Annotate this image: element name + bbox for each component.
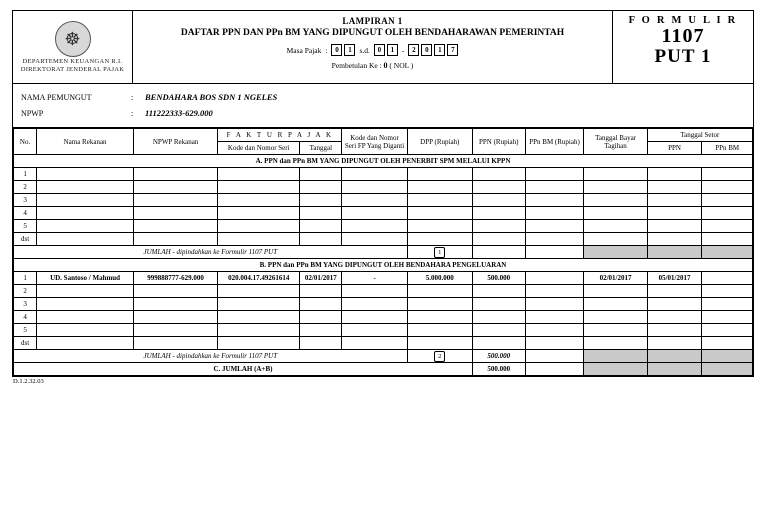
cell-nama[interactable] <box>37 337 134 350</box>
table-head <box>14 129 753 155</box>
cell-setor-ppnbm[interactable] <box>702 220 753 233</box>
cell-nama[interactable] <box>37 298 134 311</box>
cell-tanggal[interactable] <box>300 285 342 298</box>
tahun-digit-4[interactable]: 7 <box>447 44 458 56</box>
nama-pemungut-value[interactable]: BENDAHARA BOS SDN 1 NGELES <box>145 92 278 102</box>
cell-dpp[interactable] <box>407 194 472 207</box>
cell-tanggal[interactable] <box>300 311 342 324</box>
agency-logo-block <box>13 11 133 83</box>
cell-setor-ppnbm[interactable] <box>702 207 753 220</box>
table-row[interactable] <box>14 272 753 285</box>
cell-ppn[interactable] <box>472 168 525 181</box>
cell-ppn[interactable] <box>472 194 525 207</box>
cell-setor-ppn[interactable] <box>647 298 702 311</box>
row-number: 2 <box>14 181 37 194</box>
th-setor-ppnbm: PPn BM <box>702 142 753 155</box>
masa-to-boxes[interactable] <box>374 44 398 56</box>
section-b-total-marker-cell <box>407 350 472 363</box>
cell-fp-diganti[interactable] <box>342 324 407 337</box>
pembetulan-label: Pembetulan Ke : <box>331 61 382 70</box>
masa-pajak-row <box>139 44 606 56</box>
cell-fp-diganti[interactable] <box>342 233 407 246</box>
row-number: 1 <box>14 168 37 181</box>
section-c-shade-2 <box>647 363 702 376</box>
cell-tanggal[interactable] <box>300 324 342 337</box>
row-number: 5 <box>14 324 37 337</box>
cell-tanggal[interactable] <box>300 168 342 181</box>
tahun-boxes[interactable] <box>408 44 458 56</box>
cell-npwp[interactable] <box>134 337 218 350</box>
masa-pajak-colon: : <box>325 45 328 55</box>
section-c-ppn: 500.000 <box>472 363 525 376</box>
cell-npwp[interactable] <box>134 207 218 220</box>
form-put-label: PUT 1 <box>654 46 712 67</box>
cell-fp-diganti[interactable] <box>342 181 407 194</box>
th-faktur-pajak: F A K T U R P A J A K <box>218 129 342 142</box>
section-a-title: A. PPN dan PPn BM YANG DIPUNGUT OLEH PENERBIT SPM MELALUI KPPN <box>14 155 753 168</box>
cell-npwp[interactable] <box>134 311 218 324</box>
section-b-total-label: JUMLAH - dipindahkan ke Formulir 1107 PUT <box>14 350 408 363</box>
cell-tgl-bayar[interactable] <box>584 207 647 220</box>
cell-ppn[interactable] <box>472 337 525 350</box>
cell-fp-diganti[interactable] <box>342 298 407 311</box>
cell-ppn[interactable] <box>472 233 525 246</box>
cell-ppn[interactable] <box>472 324 525 337</box>
th-dpp: DPP (Rupiah) <box>407 129 472 155</box>
table-row[interactable] <box>14 285 753 298</box>
table-row[interactable] <box>14 337 753 350</box>
cell-npwp[interactable]: 999888777-629.000 <box>134 272 218 285</box>
cell-setor-ppn[interactable] <box>647 311 702 324</box>
cell-ppnbm[interactable] <box>525 298 584 311</box>
cell-ppn[interactable] <box>472 220 525 233</box>
cell-setor-ppnbm[interactable] <box>702 311 753 324</box>
cell-ppnbm[interactable] <box>525 194 584 207</box>
cell-npwp[interactable] <box>134 285 218 298</box>
section-b-total-shade-1 <box>584 350 647 363</box>
cell-fp-diganti[interactable] <box>342 220 407 233</box>
cell-dpp[interactable] <box>407 298 472 311</box>
cell-setor-ppn[interactable] <box>647 233 702 246</box>
section-a-total-marker-cell <box>407 246 472 259</box>
row-number: 3 <box>14 194 37 207</box>
cell-setor-ppn[interactable] <box>647 168 702 181</box>
cell-tgl-bayar[interactable] <box>584 324 647 337</box>
cell-nama[interactable] <box>37 220 134 233</box>
cell-tgl-bayar[interactable] <box>584 233 647 246</box>
form-title-block <box>133 11 613 83</box>
section-a-header <box>14 155 753 168</box>
table-row[interactable] <box>14 168 753 181</box>
tahun-digit-2[interactable]: 0 <box>421 44 432 56</box>
pembetulan-row <box>139 61 606 70</box>
cell-tanggal[interactable] <box>300 298 342 311</box>
cell-npwp[interactable] <box>134 194 218 207</box>
cell-nama[interactable] <box>37 168 134 181</box>
cell-fp-diganti[interactable] <box>342 285 407 298</box>
garuda-crest-icon: ☸ <box>55 21 91 57</box>
cell-tanggal[interactable] <box>300 194 342 207</box>
th-ppnbm: PPn BM (Rupiah) <box>525 129 584 155</box>
section-b-total-ppn: 500.000 <box>472 350 525 363</box>
cell-setor-ppn[interactable]: 05/01/2017 <box>647 272 702 285</box>
cell-tgl-bayar[interactable] <box>584 311 647 324</box>
cell-fp-diganti[interactable]: - <box>342 272 407 285</box>
section-c-total-row <box>14 363 753 376</box>
cell-kode-seri[interactable] <box>218 168 300 181</box>
form-header <box>13 11 753 84</box>
cell-setor-ppn[interactable] <box>647 181 702 194</box>
cell-dpp[interactable] <box>407 285 472 298</box>
section-b-total-shade-3 <box>702 350 753 363</box>
cell-setor-ppnbm[interactable] <box>702 233 753 246</box>
cell-nama[interactable] <box>37 324 134 337</box>
section-a-total-ppn <box>472 246 525 259</box>
cell-ppn[interactable] <box>472 285 525 298</box>
cell-fp-diganti[interactable] <box>342 311 407 324</box>
cell-dpp[interactable] <box>407 207 472 220</box>
pungutan-table <box>13 128 753 376</box>
masa-from-digit-1[interactable]: 0 <box>331 44 342 56</box>
masa-to-digit-1[interactable]: 0 <box>374 44 385 56</box>
masa-from-digit-2[interactable]: 1 <box>344 44 355 56</box>
cell-kode-seri[interactable] <box>218 285 300 298</box>
section-a-total-marker: 1 <box>434 247 445 258</box>
table-row[interactable] <box>14 181 753 194</box>
row-number: 4 <box>14 311 37 324</box>
cell-kode-seri[interactable]: 020.004.17.49261614 <box>218 272 300 285</box>
cell-npwp[interactable] <box>134 220 218 233</box>
cell-npwp[interactable] <box>134 168 218 181</box>
row-number: 5 <box>14 220 37 233</box>
cell-setor-ppn[interactable] <box>647 324 702 337</box>
row-number: dst <box>14 337 37 350</box>
cell-ppnbm[interactable] <box>525 337 584 350</box>
cell-dpp[interactable] <box>407 337 472 350</box>
cell-setor-ppn[interactable] <box>647 220 702 233</box>
table-row[interactable] <box>14 233 753 246</box>
cell-npwp[interactable] <box>134 233 218 246</box>
cell-kode-seri[interactable] <box>218 311 300 324</box>
section-a-total-shade-1 <box>584 246 647 259</box>
cell-ppn[interactable]: 500.000 <box>472 272 525 285</box>
section-a-total-row <box>14 246 753 259</box>
cell-nama[interactable] <box>37 285 134 298</box>
cell-tanggal[interactable] <box>300 233 342 246</box>
cell-dpp[interactable] <box>407 233 472 246</box>
cell-tanggal[interactable] <box>300 181 342 194</box>
cell-tanggal[interactable]: 02/01/2017 <box>300 272 342 285</box>
cell-tanggal[interactable] <box>300 337 342 350</box>
cell-tgl-bayar[interactable] <box>584 220 647 233</box>
cell-tanggal[interactable] <box>300 207 342 220</box>
table-row[interactable] <box>14 311 753 324</box>
cell-npwp[interactable] <box>134 324 218 337</box>
table-row[interactable] <box>14 194 753 207</box>
cell-nama[interactable] <box>37 233 134 246</box>
cell-tgl-bayar[interactable] <box>584 194 647 207</box>
npwp-value[interactable]: 111222333-629.000 <box>145 108 213 118</box>
masa-pajak-label: Masa Pajak <box>286 45 322 55</box>
tahun-digit-3[interactable]: 1 <box>434 44 445 56</box>
cell-ppn[interactable] <box>472 207 525 220</box>
cell-fp-diganti[interactable] <box>342 207 407 220</box>
table-row[interactable] <box>14 220 753 233</box>
cell-ppnbm[interactable] <box>525 220 584 233</box>
form-title: DAFTAR PPN DAN PPn BM YANG DIPUNGUT OLEH BENDAHARAWAN PEMERINTAH <box>180 28 565 38</box>
table-row[interactable] <box>14 324 753 337</box>
cell-fp-diganti[interactable] <box>342 194 407 207</box>
section-b-total-shade-2 <box>647 350 702 363</box>
th-npwp-rekanan: NPWP Rekanan <box>134 129 218 155</box>
cell-setor-ppnbm[interactable] <box>702 194 753 207</box>
npwp-colon: : <box>131 108 134 118</box>
npwp-row <box>21 105 745 121</box>
cell-kode-seri[interactable] <box>218 337 300 350</box>
cell-npwp[interactable] <box>134 298 218 311</box>
row-number: 3 <box>14 298 37 311</box>
cell-setor-ppn[interactable] <box>647 207 702 220</box>
th-tanggal-bayar: Tanggal Bayar Tagihan <box>584 129 647 155</box>
cell-ppnbm[interactable] <box>525 324 584 337</box>
cell-dpp[interactable] <box>407 324 472 337</box>
th-nama-rekanan: Nama Rekanan <box>37 129 134 155</box>
cell-ppnbm[interactable] <box>525 181 584 194</box>
th-setor-ppn: PPN <box>647 142 702 155</box>
section-b-header <box>14 259 753 272</box>
cell-ppnbm[interactable] <box>525 207 584 220</box>
nama-pemungut-colon: : <box>131 92 134 102</box>
section-c-ppnbm <box>525 363 584 376</box>
row-number: 1 <box>14 272 37 285</box>
cell-ppn[interactable] <box>472 298 525 311</box>
cell-fp-diganti[interactable] <box>342 168 407 181</box>
section-b-total-row <box>14 350 753 363</box>
cell-ppn[interactable] <box>472 311 525 324</box>
cell-dpp[interactable] <box>407 220 472 233</box>
masa-from-boxes[interactable] <box>331 44 355 56</box>
form-code: D.1.2.32.03 <box>13 378 44 385</box>
section-b-total-marker: 2 <box>434 351 445 362</box>
table-row[interactable] <box>14 207 753 220</box>
cell-ppnbm[interactable] <box>525 272 584 285</box>
cell-nama[interactable] <box>37 194 134 207</box>
th-no: No. <box>14 129 37 155</box>
cell-kode-seri[interactable] <box>218 207 300 220</box>
cell-kode-seri[interactable] <box>218 220 300 233</box>
table-body <box>14 155 753 376</box>
section-a-total-shade-3 <box>702 246 753 259</box>
cell-dpp[interactable] <box>407 311 472 324</box>
row-number: 2 <box>14 285 37 298</box>
th-kode-fp-diganti: Kode dan Nomor Seri FP Yang Diganti <box>342 129 407 155</box>
th-kode-nomor-seri: Kode dan Nomor Seri <box>218 142 300 155</box>
cell-tgl-bayar[interactable] <box>584 285 647 298</box>
cell-setor-ppnbm[interactable] <box>702 324 753 337</box>
cell-ppnbm[interactable] <box>525 285 584 298</box>
cell-ppn[interactable] <box>472 181 525 194</box>
cell-ppnbm[interactable] <box>525 233 584 246</box>
section-b-total-ppnbm <box>525 350 584 363</box>
cell-nama[interactable] <box>37 311 134 324</box>
cell-kode-seri[interactable] <box>218 233 300 246</box>
cell-setor-ppnbm[interactable] <box>702 181 753 194</box>
cell-nama[interactable] <box>37 181 134 194</box>
npwp-label: NPWP <box>21 108 44 118</box>
form-number-block <box>613 11 753 83</box>
section-c-shade-3 <box>702 363 753 376</box>
th-tanggal: Tanggal <box>300 142 342 155</box>
nama-pemungut-row <box>21 89 745 105</box>
cell-kode-seri[interactable] <box>218 181 300 194</box>
cell-ppnbm[interactable] <box>525 311 584 324</box>
cell-nama[interactable] <box>37 207 134 220</box>
masa-dash: - <box>401 45 405 55</box>
row-number: dst <box>14 233 37 246</box>
cell-ppnbm[interactable] <box>525 168 584 181</box>
cell-tgl-bayar[interactable]: 02/01/2017 <box>584 272 647 285</box>
table-row[interactable] <box>14 298 753 311</box>
section-b-title: B. PPN dan PPn BM YANG DIPUNGUT OLEH BENDAHARA PENGELUARAN <box>14 259 753 272</box>
cell-setor-ppn[interactable] <box>647 285 702 298</box>
cell-nama[interactable]: UD. Santoso / Mahmud <box>37 272 134 285</box>
masa-to-digit-2[interactable]: 1 <box>387 44 398 56</box>
cell-setor-ppnbm[interactable] <box>702 285 753 298</box>
sd-label: s.d. <box>359 45 370 55</box>
cell-setor-ppn[interactable] <box>647 337 702 350</box>
section-c-shade-1 <box>584 363 647 376</box>
cell-tgl-bayar[interactable] <box>584 168 647 181</box>
cell-setor-ppnbm[interactable] <box>702 337 753 350</box>
cell-setor-ppnbm[interactable] <box>702 272 753 285</box>
cell-kode-seri[interactable] <box>218 324 300 337</box>
cell-fp-diganti[interactable] <box>342 337 407 350</box>
cell-tgl-bayar[interactable] <box>584 181 647 194</box>
cell-kode-seri[interactable] <box>218 298 300 311</box>
section-a-total-label: JUMLAH - dipindahkan ke Formulir 1107 PUT <box>14 246 408 259</box>
section-c-title: C. JUMLAH (A+B) <box>14 363 473 376</box>
tahun-digit-1[interactable]: 2 <box>408 44 419 56</box>
nama-pemungut-label: NAMA PEMUNGUT <box>21 92 92 102</box>
cell-tgl-bayar[interactable] <box>584 337 647 350</box>
th-ppn: PPN (Rupiah) <box>472 129 525 155</box>
pembetulan-suffix: ( NOL ) <box>389 61 414 70</box>
agency-line-2: DIREKTORAT JENDERAL PAJAK <box>20 66 125 73</box>
formulir-word: F O R M U L I R <box>628 15 738 26</box>
cell-tgl-bayar[interactable] <box>584 298 647 311</box>
cell-setor-ppnbm[interactable] <box>702 298 753 311</box>
cell-npwp[interactable] <box>134 181 218 194</box>
cell-tanggal[interactable] <box>300 220 342 233</box>
pembetulan-value[interactable]: 0 <box>383 61 388 70</box>
agency-line-1: DEPARTEMEN KEUANGAN R.I. <box>22 58 123 65</box>
th-tanggal-setor: Tanggal Setor <box>647 129 752 142</box>
cell-setor-ppn[interactable] <box>647 194 702 207</box>
lampiran-label: LAMPIRAN 1 <box>342 16 403 26</box>
cell-dpp[interactable] <box>407 168 472 181</box>
cell-dpp[interactable]: 5.000.000 <box>407 272 472 285</box>
row-number: 4 <box>14 207 37 220</box>
form-sheet <box>12 10 754 377</box>
cell-kode-seri[interactable] <box>218 194 300 207</box>
cell-dpp[interactable] <box>407 181 472 194</box>
form-number: 1107 <box>661 25 705 47</box>
cell-setor-ppnbm[interactable] <box>702 168 753 181</box>
header-row-1 <box>14 129 753 142</box>
identity-block <box>13 84 753 128</box>
section-a-total-ppnbm <box>525 246 584 259</box>
section-a-total-shade-2 <box>647 246 702 259</box>
